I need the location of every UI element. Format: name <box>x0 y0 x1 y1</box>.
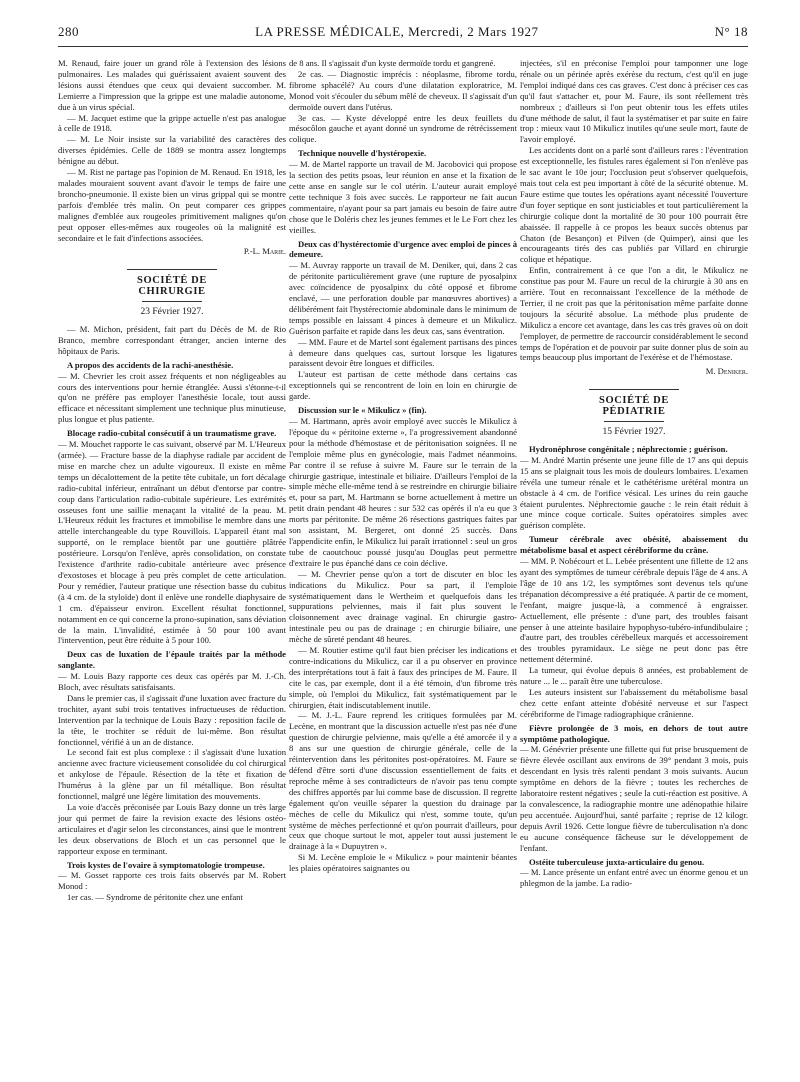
paragraph: — MM. P. Nobécourt et L. Lebée présentent une fillette de 12 ans ayant des symptômes de tumeur cérébrale depuis l'âge de 4 ans. A l'âge de 10 ans 1/2, les symptômes sont devenus tels qu'une trépanation décompressive a été pratiquée. A partir de ce moment, l'enfant, maigre jusque-là, a commencé à engraisser. Actuellement, elle présente : d'une part, des troubles faisant penser à une atteinte basilaire hypophyso-tubéro-infundibulaire ; d'autre part, des troubles cérébelleux marqués et accessoirement des troubles pyramidaux. Le siège ne peut donc pas être nettement déterminé. <box>520 556 748 665</box>
paragraph: — M. Rist ne partage pas l'opinion de M. Renaud. En 1918, les malades mouraient souvent avant d'avoir le temps de faire une broncho-pneumonie. Il existe bien un virus grippal qui se montre parfois d'emblée très malin. On peut comparer ces grippes malignes d'emblée aux rougeoles primitivement malignes qu'on peut opposer elles-mêmes aux rougeoles où la malignité est secondaire et le fait d'infections associées. <box>58 167 286 243</box>
article-heading: Tumeur cérébrale avec obésité, abaissement du métabolisme basal et aspect cérébriforme du crâne. <box>520 534 748 556</box>
paragraph: Dans le premier cas, il s'agissait d'une luxation avec fracture du trochiter, ayant subi trois tentatives infructueuses de réduction. Intervention par la technique de Louis Bazy : reposition facile de la tête, le trochiter se réduit de lui-même. Bon résultat fonctionnel, vérifié à un an de distance. <box>58 692 286 747</box>
page-number: 280 <box>58 24 79 39</box>
article-heading: Hydronéphrose congénitale ; néphrectomie ; guérison. <box>529 444 728 454</box>
paragraph: 2e cas. — Diagnostic imprécis : néoplasme, fibrome tordu, fibrome sphacélé? Au cours d'une dilatation exploratrice, M. Monod voit s'écouler du sébum mêlé de cheveux. Il s'agissait d'un dermoïde ouvert dans l'utérus. <box>289 68 517 112</box>
paragraph: — M. Michon, président, fait part du Décès de M. de Rio Branco, membre correspondant étranger, ancien interne des hôpitaux de Paris. <box>58 324 286 356</box>
section-rule <box>142 301 202 302</box>
section-title-chirurgie: SOCIÉTÉ DE CHIRURGIE <box>127 269 217 298</box>
paragraph: 1er cas. — Syndrome de péritonite chez une enfant <box>67 892 243 903</box>
paragraph: — M. J.-L. Faure reprend les critiques formulées par M. Lecène, en montrant que la discussion actuelle n'est pas née d'une question de chirurgie pelvienne, mais qu'elle a été amorcée il y a 8 ans sur une question de chirurgie générale, celle de la réintervention dans les péritonites post-opératoires. M. Faure se défend d'être sorti d'une discussion essentiellement de faits et reproche même à ses contradicteurs de n'avoir pas tenu compte des chiffres apportés par lui comme base de discussion. Il regrette également qu'on veuille séparer la question du drainage par mèches de celle du Mikulicz qui n'est, somme toute, qu'un système de mèches perfectionné et qu'on pourrait d'ailleurs, pour ceux que choque surtout le mot, appeler tout aussi justement le drainage à la « Dupuytren ». <box>289 710 517 852</box>
article-heading: Technique nouvelle d'hystéropexie. <box>298 148 427 159</box>
paragraph: Enfin, contrairement à ce que l'on a dit, le Mikulicz ne constitue pas pour M. Faure un recul de la chirurgie à 30 ans en arrière. Tout en reconnaissant l'excellence de la méthode de Terrier, il ne croit pas que la péritonisation même parfaite donne toujours la sécurité absolue. La méthode plus prudente de Mikulicz a encore cet avantage, dans les cas très graves où on doit l'employer, de permettre de raccourcir considérablement le second temps de l'opération et de pouvoir par suite donner plus de soin au temps beaucoup plus important de l'exérèse et de l'hémostase. <box>520 265 748 363</box>
paragraph: — M. Hartmann, après avoir employé avec succès le Mikulicz à l'époque du « péritoine externe », l'a progressivement abandonné pour la méthode d'hémostase et de péritonisation soignées. Il ne l'emploie même plus en gynécologie, mais l'admet néanmoins. Par contre il se refuse à suivre M. Faure sur le terrain de la chirurgie gastrique, intestinale et biliaire. D'ailleurs l'emploi de la simple mèche elle-même tend à se restreindre en chirurgie biliaire et, pour sa part, M. Hartmann se borne actuellement à mettre un petit drain pendant 48 heures : sur 532 cas opérés il n'a eu que 3 morts par péritonite. De même 26 résections gastriques faites par son assistant, M. Bergeret, ont donné 25 succès. Dans l'appendicite enfin, le Mikulicz lui paraît irrationnel : seul un gros tube de caoutchouc poussé jusqu'au Douglas peut permettre d'extraire le pus épanché dans ce coin déclive. <box>289 416 517 568</box>
section-title-pediatrie: SOCIÉTÉ DE PÉDIATRIE <box>589 389 679 418</box>
paragraph: — M. Chevrier les croit assez fréquents et non négligeables au cours des interventions pour hernie étranglée. Aussi s'étonne-t-il qu'on ne préfère pas employer l'anesthésie locale, tout aussi efficace et nécessitant simplement une technique plus minutieuse, plus longue et plus patiente. <box>58 370 286 425</box>
column-middle <box>289 58 517 1070</box>
paragraph: — M. Auvray rapporte un travail de M. Deniker, qui, dans 2 cas de péritonite particulièrement grave (une rupture de pyosalpinx avec coïncidence de pyosalpinx du côté opposé et fibrome enclavé, — une perforation double par manœuvres abortives) a délibérément fait l'hystérectomie abdominale dans le minimum de temps possible en laissant 4 pinces à demeure et un Mikulicz. Guérison parfaite et rapide dans les deux cas, sans éventration. <box>289 260 517 336</box>
paragraph: — M. Gosset rapporte ces trois faits observés par M. Robert Monod : <box>58 870 286 892</box>
article-heading: Blocage radio-cubital consécutif à un traumatisme grave. <box>67 428 277 439</box>
section-rule <box>604 421 664 422</box>
paragraph: Les accidents dont on a parlé sont d'ailleurs rares : l'éventration est exceptionnelle, les fistules rares également si l'on n'enlève pas le sac avant le 10e jour; l'occlusion peut s'observer quelquefois, mais tout cela est peu important à côté de la sécurité obtenue. M. Faure estime que toutes les opérations ayant nécessité l'ouverture d'un foyer septique en sont justiciables et tout particulièrement la chirurgie colique dont la mortalité de 30 pour 100 pourrait être abaissée. Il rappelle à ce propos les beaux succès obtenus par Chaton (de Besançon) et Pilven (de Quimper), ainsi que les encourageants tirés des cas publiés par Villard en chirurgie colique et hépatique. <box>520 145 748 265</box>
paragraph: Le second fait est plus complexe : il s'agissait d'une luxation ancienne avec fracture vicieusement consolidée du col chirurgical et ankylose de l'épaule. Résection de la tête et fixation de l'humérus à la glène par un fil métallique. Bon résultat fonctionnel, malgré une légère limitation des mouvements. <box>58 747 286 802</box>
paragraph: — M. Louis Bazy rapporte ces deux cas opérés par M. J.-Ch. Bloch, avec résultats satisfaisants. <box>58 671 286 693</box>
article-heading: Trois kystes de l'ovaire à symptomatologie trompeuse. <box>67 859 265 870</box>
paragraph: La voie d'accès préconisée par Louis Bazy donne un très large jour qui permet de faire la revision exacte des lésions ostéo-articulaires et d'agir selon les circonstances, ainsi que le montrent les deux observations de Bloch et un cas personnel que le rapporteur expose en terminant. <box>58 802 286 856</box>
author-signature: M. Deniker. <box>705 366 748 377</box>
paragraph: La tumeur, qui évolue depuis 8 années, est probablement de nature ... le ... paraît être une tuberculose. <box>520 665 748 687</box>
paragraph: — MM. Faure et de Martel sont également partisans des pinces à demeure dans quelques cas, surtout lorsque les ligatures paraissent devoir être longues et difficiles. <box>289 336 517 369</box>
section-date: 15 Février 1927. <box>602 427 666 438</box>
paragraph: Si M. Lecène emploie le « Mikulicz » pour maintenir béantes les plaies opératoires saignantes ou <box>289 852 517 874</box>
paragraph: — M. Lance présente un enfant entré avec un énorme genou et un phlegmon de la jambe. La radio- <box>520 867 748 889</box>
article-heading: Fièvre prolongée de 3 mois, en dehors de tout autre symptôme pathologique. <box>520 722 748 744</box>
paragraph: — M. Mouchet rapporte le cas suivant, observé par M. L'Heureux (armée). — Fracture basse de la diaphyse radiale par accident de mise en marche chez un adulte vigoureux. Il existe en même temps un décalottement de la petite tête cubitale, un fort décalage radio-cubital inférieur, entraînant un début d'entorse par contre-coup dans l'articulation radio-cubitale supérieure. Les extrémités osseuses font une saillie menaçant la vitalité de la peau. M. L'Heureux réduit les fractures et immobilise le membre dans une attelle interchangeable du type Rouvillois. L'appareil étant mal supporté, on le remplace bientôt par une gouttière plâtrée postérieure. Lorsqu'on l'enlève, après consolidation, on constate l'existence d'arthrite radio-cubitale antérieure avec présence d'exostoses et blocage à peu près complet de cette articulation. Pour y remédier, l'auteur pratique une résection basse du cubitus (à 4 cm. de la styloïde) dont il enlève une rondelle diaphysaire de 1 cm. d'épaisseur environ. Excellent résultat fonctionnel, notamment en ce qui concerne la prono-supination, sans déviation de la main. L'invalidité, estimée à 50 pour 100 avant l'intervention, peut être réduite à 5 pour 100. <box>58 439 286 646</box>
paragraph: L'auteur est partisan de cette méthode dans certains cas exceptionnels qui se rencontrent de loin en loin en chirurgie de garde. <box>289 369 517 402</box>
paragraph: Les auteurs insistent sur l'abaissement du métabolisme basal chez cette enfant atteinte d'obésité nerveuse et sur l'aspect cérébriforme de l'image radiographique crânienne. <box>520 686 748 719</box>
issue-number: N° 18 <box>714 24 748 39</box>
paragraph: 3e cas. — Kyste développé entre les deux feuillets du mésocôlon gauche et ayant donné un syndrome de rétrécissement colique. <box>289 112 517 145</box>
paragraph: — M. Le Noir insiste sur la variabilité des caractères des diverses épidémies. Celle de 1889 se montra assez longtemps bénigne au début. <box>58 134 286 167</box>
paragraph: de 8 ans. Il s'agissait d'un kyste dermoïde tordu et gangrené. <box>289 58 496 68</box>
article-heading: Ostéite tuberculeuse juxta-articulaire du genou. <box>529 856 705 867</box>
header-rule <box>58 46 748 47</box>
journal-title: LA PRESSE MÉDICALE, Mercredi, 2 Mars 1927 <box>255 24 539 39</box>
article-heading: Deux cas de luxation de l'épaule traités par la méthode sanglante. <box>58 649 286 671</box>
paragraph: injectées, s'il en préconise l'emploi pour tamponner une loge rénale ou un périnée après exérèse du rectum, c'est qu'il en juge l'emploi indiqué dans ces cas graves. C'est donc à préciser ces cas qu'il faut s'attacher et, pour M. Faure, ils sont réellement très nombreux ; d'ailleurs si l'on peut obtenir tous les effets utiles d'une méthode de salut, il faut la systématiser et par suite en faire trop : mieux vaut 10 Mikulicz inutiles qu'une seule mort, faute de l'avoir employé. <box>520 58 748 145</box>
paragraph: M. Renaud, faire jouer un grand rôle à l'extension des lésions pulmonaires. Les malades qui guérissaient avaient souvent des lésions aussi étendues que ceux qui devaient succomber. M. Lemierre a l'impression que la grippe est une maladie autonome, due à un virus spécial. <box>58 58 286 112</box>
paragraph: — M. Routier estime qu'il faut bien préciser les indications et contre-indications du Mikulicz, car il a pu observer en province des interprétations tout à fait à faux des principes de M. Faure. Il cite le cas, par exemple, dont il a été témoin, d'un fibrome très simple, où l'emploi du Mikulicz, fait systématiquement par le chirurgien, était indiscutablement inutile. <box>289 645 517 710</box>
article-heading: Discussion sur le « Mikulicz » (fin). <box>298 405 427 416</box>
paragraph: — M. Génévrier présente une fillette qui fut prise brusquement de fièvre élevée oscillant aux environs de 39° pendant 3 mois, puis descendant en lysis très ralenti pendant 3 mois suivants. Aucun symptôme en dehors de la fièvre ; toutes les recherches de laboratoire restent négatives ; seule la cuti-réaction est positive. A la convalescence, la radiographie montre une adénopathie hilaire peu accentuée. Aujourd'hui, santé parfaite ; reprise de 12 kilogr. depuis Avril 1926. Cette longue fièvre de tuberculisation n'a donc eu aucune conséquence fâcheuse sur le développement de l'enfant. <box>520 744 748 853</box>
paragraph: — M. André Martin présente une jeune fille de 17 ans qui depuis 15 ans se plaignait tous les mois de douleurs lombaires. L'examen révéla une tumeur rénale et le cathétérisme urétéral montra un obstacle à 4 cm. de l'orifice vésical. Les urines du rein gauche étaient purulentes. Néphrectomie gauche : le rein était réduit à une mince coque corticale. Suites opératoires simples avec guérison complète. <box>520 454 748 531</box>
paragraph: — M. Jacquet estime que la grippe actuelle n'est pas analogue à celle de 1918. <box>58 112 286 134</box>
author-signature: P.-L. Marie. <box>243 246 286 257</box>
page-header <box>58 22 748 42</box>
column-right <box>520 58 748 1070</box>
paragraph: — M. Chevrier pense qu'on a tort de discuter en bloc les indications du Mikulicz. Pour sa part, il l'emploie systématiquement dans le Wertheim et quelquefois dans les suppurations pelviennes, mais il fait plus souvent le cloisonnement avec drainage vaginal. En chirurgie gastro-intestinale peu ou pas de drainage ; en chirurgie biliaire, une mèche de sûreté pendant 48 heures. <box>289 568 517 645</box>
paragraph: — M. de Martel rapporte un travail de M. Jacobovici qui propose la section des petits psoas, leur réunion en anse et la fixation de cette anse en sangle sur le col utérin. L'auteur aurait employé cette technique 3 fois avec succès. Le rapporteur ne fait aucun commentaire, n'ayant pour sa part jamais eu besoin de faire autre chose que le Doléris chez les jeunes femmes et le Le Fort chez les vieilles. <box>289 159 517 235</box>
article-heading: Deux cas d'hystérectomie d'urgence avec emploi de pinces à demeure. <box>289 238 517 260</box>
article-heading: A propos des accidents de la rachi-anesthésie. <box>67 359 234 370</box>
section-date: 23 Février 1927. <box>140 307 204 318</box>
column-left <box>58 58 286 1070</box>
